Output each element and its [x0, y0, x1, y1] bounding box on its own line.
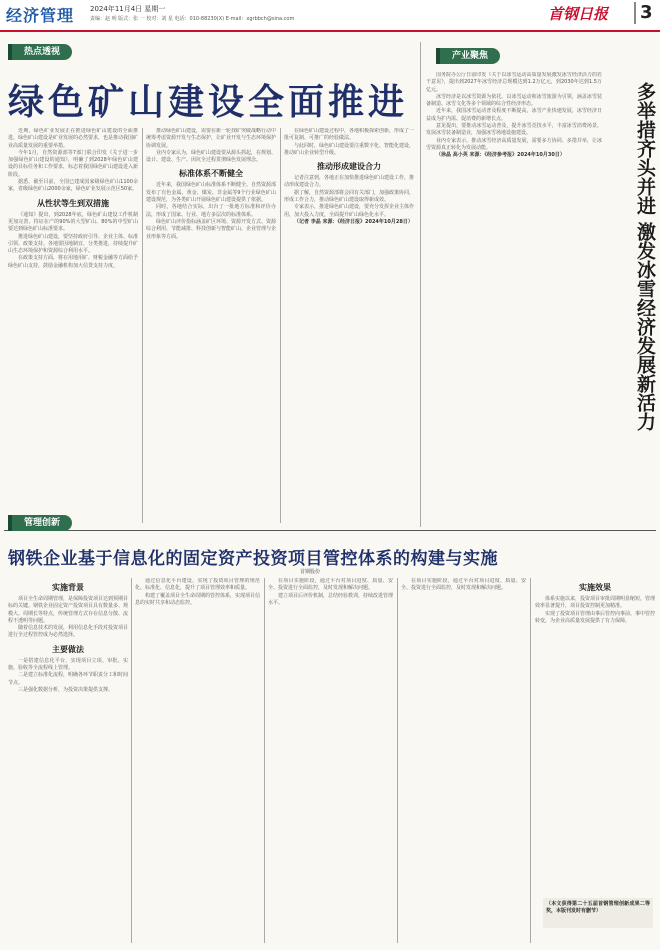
paragraph: 在政策支持方面，将在用地用矿、财税金融等方面给予绿色矿山支持，鼓励金融机构加大信贷支持力度。: [8, 255, 138, 269]
paragraph-group: [284, 128, 414, 157]
column-divider: [530, 578, 531, 943]
column-divider: [264, 578, 265, 943]
paragraph: 业内专家表示，推动冰雪经济高质量发展，需要多方协同、多措并举，让冰雪资源真正转化为发展动能。: [426, 137, 602, 151]
paragraph: 绿色矿山评价指标涵盖矿区环境、资源开发方式、资源综合利用、节能减排、科技创新与智能矿山、企业管理与企业形象等方面。: [146, 218, 276, 240]
page-header: [0, 0, 660, 32]
article-column-e: [535, 578, 655, 896]
subheading: 主要做法: [52, 644, 84, 654]
paragraph: 业内专家认为，绿色矿山建设要从源头抓起，在规划、设计、建设、生产、闭坑全过程贯彻绿色发展理念。: [146, 149, 276, 164]
section-tag-management: 管理创新: [12, 515, 72, 531]
paragraph-group: [135, 578, 260, 607]
paragraph: 与此同时，绿色矿山建设要注重数字化、智能化建设，推动矿山企业转型升级。: [284, 142, 414, 156]
paragraph: 同时，各地结合实际，出台了一批地方标准和评价办法，形成了国家、行业、地方多层次的标准体系。: [146, 204, 276, 218]
award-note-box: [543, 898, 653, 928]
article-column-d: [401, 578, 526, 943]
subheading: 推动形成建设合力: [317, 162, 381, 172]
article-column-b: [135, 578, 260, 943]
paragraph: 在项目实施阶段，通过平台对项目进度、质量、安全、投资进行全面监控，及时发现和解决问题。: [268, 578, 393, 592]
paragraph-group: [146, 182, 276, 240]
article-column-a: [8, 578, 128, 943]
paragraph-group: [401, 578, 526, 593]
subheading: 实施效果: [579, 583, 611, 592]
paragraph: 近年来，我国绿色矿山标准体系不断健全。自然资源部发布了有色金属、黄金、煤炭、非金属等9个行业绿色矿山建设规范，为各类矿山开展绿色矿山建设提供了依据。: [146, 182, 276, 204]
headline-ice-snow-economy: 多举措齐头并进 激发冰雪经济发展新活力: [634, 82, 656, 431]
article-column-right: [426, 72, 602, 527]
paragraph-group: [8, 658, 128, 694]
headline-steel-investment: 钢铁企业基于信息化的固定资产投资项目管控体系的构建与实施: [8, 549, 498, 569]
paragraph: 近期，绿色矿业发展正在推进绿色矿山建设的全面推进。绿色矿山建设是矿业发展的必然要求，也是推动我国矿业高质量发展的重要举措。: [8, 128, 138, 149]
paragraph-group: [8, 128, 138, 194]
paragraph: 随着信息技术的发展，利用信息化手段对投资项目进行全过程管控成为必然选择。: [8, 625, 128, 639]
subheading: 标准体系不断健全: [179, 169, 243, 179]
paragraph: 据悉，截至目前，全国已建成国家级绿色矿山1100余家，省级绿色矿山2000余家，绿色矿业发展示范区50家。: [8, 179, 138, 193]
paragraph: 冰雪经济是以冰雪资源为依托、以冰雪运动和冰雪旅游为引领，涵盖冰雪装备制造、冰雪文化等多个领域的综合性经济形态。: [426, 93, 602, 108]
column-divider: [142, 128, 143, 523]
paragraph: 三是强化数据分析，为投资决策提供支撑。: [18, 686, 114, 693]
article-column-2: [146, 128, 276, 523]
paragraph: 一是搭建信息化平台，实现项目立项、审批、实施、验收等全流程线上管理。: [8, 657, 128, 672]
paragraph: 推进绿色矿山建设，要坚持政府引导、企业主体、标准引领、政策支持。各地要因地制宜，分类推进，持续提升矿山生态环境保护和资源综合利用水平。: [8, 233, 138, 255]
headline-green-mines: 绿色矿山建设全面推进: [8, 82, 409, 123]
paragraph: 《通知》提出，到2028年底，绿色矿山建设工作机制更加完善，持证在产的90%的大型矿山、80%的中型矿山要达到绿色矿山标准要求。: [8, 211, 138, 233]
paragraph-group: [8, 212, 138, 270]
award-note: （本文获得第二十五届首钢管理创新成果二等奖，本版刊发时有删节）: [546, 901, 650, 915]
article-byline: 首钢股份: [300, 569, 321, 575]
paragraph-group: [146, 128, 276, 164]
column-divider: [280, 128, 281, 523]
article-column-3: [284, 128, 414, 523]
paragraph: 记者注意到，各地正在加快推进绿色矿山建设工作，推动形成建设合力。: [284, 175, 414, 189]
paragraph: 在项目实施阶段，通过平台对项目进度、质量、安全、投资进行全面监控，及时发现和解决问题。: [401, 578, 526, 592]
paragraph: 构建了覆盖项目全生命周期的管控体系，实现项目信息的实时共享和动态监控。: [135, 592, 260, 606]
page-number: 3: [634, 2, 653, 24]
section-tag-industry: 产业聚焦: [440, 48, 500, 64]
paragraph-group: [535, 596, 655, 625]
paragraph: 专家表示，推进绿色矿山建设，要充分发挥企业主体作用，加大投入力度，全面提升矿山绿色化水平。: [284, 204, 414, 218]
paragraph: 今年1月，自然资源部等7部门联合印发《关于进一步加强绿色矿山建设的通知》，明确了到2028年绿色矿山建设的目标任务和工作要求，标志着我国绿色矿山建设进入新阶段。: [8, 149, 138, 178]
paragraph: 二是建立标准化流程，明确各环节职责分工和时间节点。: [8, 672, 128, 686]
article-column-c: [268, 578, 393, 943]
paragraph-group: [268, 578, 393, 607]
section-tag-hot: 热点透视: [12, 44, 72, 60]
paragraph-group: [8, 596, 128, 640]
paragraph: 实现了投资项目管理由事后管控向事前、事中管控转变，为企业高质量发展提供了有力保障。: [535, 610, 655, 624]
article-source: （记者 李晶 来源：《经济日报》2024年10月28日）: [294, 218, 413, 225]
paragraph: 国务院办公厅日前印发《关于以冰雪运动高质量发展激发冰雪经济活力的若干意见》，提出到2027年冰雪经济总规模达到1.2万亿元，到2030年达到1.5万亿元。: [426, 72, 602, 93]
paragraph: 推动绿色矿山建设，需要在新一轮找矿突破战略行动中统筹考虑资源开发与生态保护，让矿业开发与生态环境保护协调发展。: [146, 128, 276, 149]
subheading: 实施背景: [52, 583, 84, 592]
paragraph: 建立项目后评价机制，总结经验教训，持续改进管理水平。: [268, 592, 393, 606]
paragraph-group: [426, 72, 602, 160]
column-divider: [397, 578, 398, 943]
section-divider: [4, 530, 656, 531]
issue-date: 2024年11月4日 星期一: [90, 5, 166, 13]
paragraph: 通过信息化平台建设，实现了投资项目管理的规范化、标准化、信息化，提升了项目管理效率和质量。: [135, 578, 260, 592]
column-divider: [420, 42, 421, 527]
paragraph-group: [284, 175, 414, 226]
paragraph: 体系实施以来，投资项目审批周期明显缩短，管理效率显著提升，项目投资控制更加精准。: [535, 596, 655, 610]
article-column-1: [8, 128, 138, 523]
subheading: 从性状等生到双措施: [37, 198, 109, 208]
newspaper-logo: 首钢日报: [548, 5, 609, 23]
column-divider: [131, 578, 132, 943]
paragraph: 项目全生命周期管理，是保障投资项目达到预期目标的关键。钢铁企业固定资产投资项目具有数量多、规模大、周期长等特点，传统管理方式存在信息分散、流程不透明等问题。: [8, 596, 128, 624]
section-name: 经济管理: [6, 6, 75, 25]
paragraph: 据了解，自然资源部将会同有关部门，加强政策协同，形成工作合力，推动绿色矿山建设取得新成效。: [284, 189, 414, 204]
paragraph: 近年来，我国冰雪运动普及程度不断提高，冰雪产业快速发展，冰雪经济日益成为扩内需、促消费的新增长点。: [426, 108, 602, 122]
paragraph: 在绿色矿山建设过程中，各地积极探索创新，形成了一批可复制、可推广的经验做法。: [284, 128, 414, 142]
paragraph: 意见提出，要推动冰雪运动普及，提升冰雪竞技水平，丰富冰雪消费场景，发展冰雪装备制造业，加强冰雪场地设施建设。: [426, 123, 602, 137]
article-source: （徐晶 高小英 来源：《经济参考报》2024年10月30日）: [436, 152, 565, 159]
editor-info: 责编：赵 明 版式：张 一 校对：刘 星 电话：010-88230(X) E-mail：xgrbbch@sina.com: [90, 16, 295, 22]
